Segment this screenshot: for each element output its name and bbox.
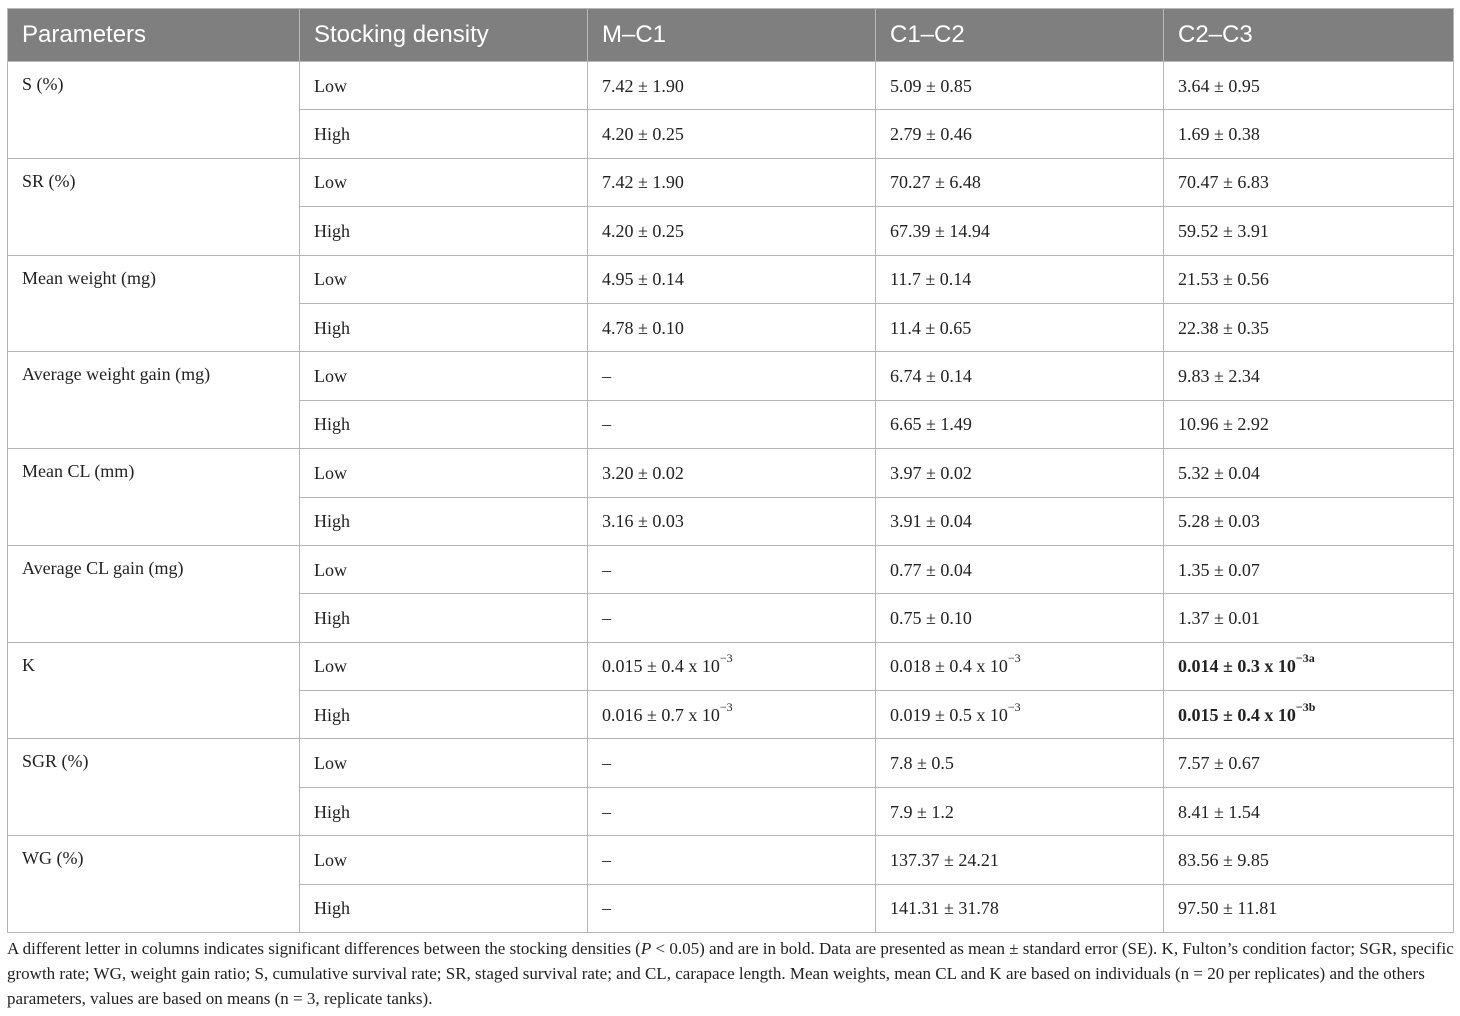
value-text: 11.7 ± 0.14 bbox=[890, 269, 972, 290]
density-cell: Low bbox=[300, 255, 588, 303]
header-c2-c3: C2–C3 bbox=[1164, 9, 1454, 62]
value-cell bbox=[1164, 642, 1454, 690]
value-cell bbox=[588, 110, 876, 158]
table-row bbox=[8, 352, 1454, 400]
value-cell bbox=[876, 642, 1164, 690]
table-row bbox=[8, 449, 1454, 497]
density-cell: Low bbox=[300, 545, 588, 593]
value-cell bbox=[1164, 352, 1454, 400]
density-cell: Low bbox=[300, 352, 588, 400]
value-text: 137.37 ± 24.21 bbox=[890, 849, 999, 870]
value-text: 6.65 ± 1.49 bbox=[890, 414, 972, 435]
value-cell bbox=[588, 255, 876, 303]
value-cell bbox=[1164, 836, 1454, 884]
value-cell bbox=[588, 836, 876, 884]
parameter-cell: Mean CL (mm) bbox=[8, 449, 300, 546]
value-cell bbox=[876, 158, 1164, 206]
value-text: 0.015 ± 0.4 x 10 bbox=[602, 656, 720, 677]
value-cell bbox=[1164, 303, 1454, 351]
value-text: – bbox=[602, 607, 611, 628]
value-text: 0.75 ± 0.10 bbox=[890, 607, 972, 628]
value-cell bbox=[588, 884, 876, 932]
value-text: 7.42 ± 1.90 bbox=[602, 75, 684, 96]
value-exponent: −3 bbox=[1007, 651, 1021, 666]
value-text: 0.015 ± 0.4 x 10 bbox=[1178, 704, 1296, 725]
value-text: 0.018 ± 0.4 x 10 bbox=[890, 656, 1008, 677]
density-cell: High bbox=[300, 884, 588, 932]
value-cell bbox=[876, 884, 1164, 932]
table-row bbox=[8, 642, 1454, 690]
table-row bbox=[8, 836, 1454, 884]
value-cell bbox=[1164, 62, 1454, 110]
value-exponent: −3 bbox=[719, 651, 733, 666]
value-text: 3.16 ± 0.03 bbox=[602, 511, 684, 532]
table-footnote bbox=[7, 936, 1457, 1011]
value-cell bbox=[876, 62, 1164, 110]
value-text: 67.39 ± 14.94 bbox=[890, 220, 990, 241]
value-text: 5.28 ± 0.03 bbox=[1178, 511, 1260, 532]
value-cell bbox=[588, 352, 876, 400]
value-cell bbox=[588, 691, 876, 739]
value-cell bbox=[588, 787, 876, 835]
value-cell bbox=[1164, 497, 1454, 545]
value-text: 4.20 ± 0.25 bbox=[602, 220, 684, 241]
value-cell bbox=[876, 303, 1164, 351]
value-cell bbox=[1164, 884, 1454, 932]
value-text: 0.77 ± 0.04 bbox=[890, 559, 972, 580]
density-cell: Low bbox=[300, 739, 588, 787]
value-text: 3.91 ± 0.04 bbox=[890, 511, 972, 532]
value-cell bbox=[1164, 207, 1454, 255]
value-cell bbox=[588, 62, 876, 110]
value-cell bbox=[588, 594, 876, 642]
value-exponent: −3 bbox=[719, 699, 733, 714]
header-row bbox=[8, 9, 1454, 62]
value-text: 97.50 ± 11.81 bbox=[1178, 898, 1278, 919]
value-cell bbox=[588, 400, 876, 448]
value-text: 70.47 ± 6.83 bbox=[1178, 172, 1269, 193]
value-cell bbox=[876, 787, 1164, 835]
value-text: 5.09 ± 0.85 bbox=[890, 75, 972, 96]
value-text: 3.20 ± 0.02 bbox=[602, 462, 684, 483]
value-cell bbox=[588, 497, 876, 545]
density-cell: High bbox=[300, 787, 588, 835]
footnote-text-start: A different letter in columns indicates significant differences between the stocking densities ( bbox=[7, 939, 641, 958]
density-cell: High bbox=[300, 110, 588, 158]
value-text: 0.019 ± 0.5 x 10 bbox=[890, 704, 1008, 725]
value-text: 9.83 ± 2.34 bbox=[1178, 366, 1260, 387]
value-cell bbox=[876, 255, 1164, 303]
value-cell bbox=[588, 449, 876, 497]
value-exponent: −3 bbox=[1007, 699, 1021, 714]
table-row bbox=[8, 739, 1454, 787]
value-text: 21.53 ± 0.56 bbox=[1178, 269, 1269, 290]
value-text: 7.8 ± 0.5 bbox=[890, 753, 954, 774]
parameter-cell: Average weight gain (mg) bbox=[8, 352, 300, 449]
value-text: 7.9 ± 1.2 bbox=[890, 801, 954, 822]
value-cell bbox=[1164, 449, 1454, 497]
value-text: 3.64 ± 0.95 bbox=[1178, 75, 1260, 96]
value-text: 7.42 ± 1.90 bbox=[602, 172, 684, 193]
header-stocking-density: Stocking density bbox=[300, 9, 588, 62]
value-exponent: −3a bbox=[1295, 651, 1315, 666]
value-cell bbox=[876, 207, 1164, 255]
value-text: 4.20 ± 0.25 bbox=[602, 124, 684, 145]
value-cell bbox=[876, 836, 1164, 884]
value-text: 7.57 ± 0.67 bbox=[1178, 753, 1260, 774]
value-text: – bbox=[602, 559, 611, 580]
value-text: – bbox=[602, 898, 611, 919]
header-c1-c2: C1–C2 bbox=[876, 9, 1164, 62]
value-cell bbox=[876, 739, 1164, 787]
value-cell bbox=[588, 545, 876, 593]
value-text: – bbox=[602, 366, 611, 387]
value-text: 0.016 ± 0.7 x 10 bbox=[602, 704, 720, 725]
value-exponent: −3b bbox=[1295, 699, 1316, 714]
value-cell bbox=[876, 594, 1164, 642]
parameter-cell: Average CL gain (mg) bbox=[8, 545, 300, 642]
value-cell bbox=[876, 400, 1164, 448]
density-cell: High bbox=[300, 207, 588, 255]
value-text: 1.37 ± 0.01 bbox=[1178, 607, 1260, 628]
value-cell bbox=[1164, 400, 1454, 448]
header-m-c1: M–C1 bbox=[588, 9, 876, 62]
value-cell bbox=[588, 303, 876, 351]
table-container bbox=[7, 8, 1453, 933]
density-cell: High bbox=[300, 497, 588, 545]
value-cell bbox=[876, 110, 1164, 158]
value-cell bbox=[1164, 787, 1454, 835]
parameter-cell: Mean weight (mg) bbox=[8, 255, 300, 352]
parameter-cell: SR (%) bbox=[8, 158, 300, 255]
value-text: 0.014 ± 0.3 x 10 bbox=[1178, 656, 1296, 677]
value-text: 6.74 ± 0.14 bbox=[890, 366, 972, 387]
footnote-text-end: < 0.05) and are in bold. Data are presented as mean ± standard error (SE). K, Fulton’s condition factor; SGR, specific growth rate; WG, weight gain ratio; S, cumulative survival rate; SR, staged survival rate; and CL, carapace length. Mean weights, mean CL and K are based on individuals (n = 20 per replicates) and the others parameters, values are based on means (n = 3, replicate tanks). bbox=[7, 939, 1454, 1008]
value-cell bbox=[876, 449, 1164, 497]
value-text: 4.95 ± 0.14 bbox=[602, 269, 684, 290]
value-text: – bbox=[602, 414, 611, 435]
value-text: – bbox=[602, 849, 611, 870]
value-text: 2.79 ± 0.46 bbox=[890, 124, 972, 145]
value-text: 59.52 ± 3.91 bbox=[1178, 220, 1269, 241]
value-text: 10.96 ± 2.92 bbox=[1178, 414, 1269, 435]
value-text: 70.27 ± 6.48 bbox=[890, 172, 981, 193]
footnote-p-symbol: P bbox=[640, 939, 652, 958]
table-row bbox=[8, 62, 1454, 110]
value-text: – bbox=[602, 801, 611, 822]
value-cell bbox=[876, 497, 1164, 545]
value-text: 5.32 ± 0.04 bbox=[1178, 462, 1260, 483]
density-cell: High bbox=[300, 594, 588, 642]
parameter-cell: S (%) bbox=[8, 62, 300, 159]
density-cell: High bbox=[300, 303, 588, 351]
value-cell bbox=[876, 545, 1164, 593]
value-text: 141.31 ± 31.78 bbox=[890, 898, 999, 919]
table-row bbox=[8, 158, 1454, 206]
value-cell bbox=[588, 739, 876, 787]
value-cell bbox=[1164, 594, 1454, 642]
density-cell: High bbox=[300, 400, 588, 448]
value-text: 1.35 ± 0.07 bbox=[1178, 559, 1260, 580]
results-table bbox=[7, 8, 1454, 933]
parameter-cell: SGR (%) bbox=[8, 739, 300, 836]
value-cell bbox=[876, 352, 1164, 400]
table-body bbox=[8, 62, 1454, 933]
value-text: 1.69 ± 0.38 bbox=[1178, 124, 1260, 145]
value-text: – bbox=[602, 753, 611, 774]
table-row bbox=[8, 545, 1454, 593]
value-cell bbox=[1164, 255, 1454, 303]
header-parameters: Parameters bbox=[8, 9, 300, 62]
value-cell bbox=[1164, 545, 1454, 593]
parameter-cell: WG (%) bbox=[8, 836, 300, 933]
density-cell: High bbox=[300, 691, 588, 739]
density-cell: Low bbox=[300, 449, 588, 497]
value-text: 3.97 ± 0.02 bbox=[890, 462, 972, 483]
parameter-cell: K bbox=[8, 642, 300, 739]
density-cell: Low bbox=[300, 158, 588, 206]
value-cell bbox=[1164, 739, 1454, 787]
table-row bbox=[8, 255, 1454, 303]
density-cell: Low bbox=[300, 836, 588, 884]
density-cell: Low bbox=[300, 62, 588, 110]
value-text: 83.56 ± 9.85 bbox=[1178, 849, 1269, 870]
value-text: 8.41 ± 1.54 bbox=[1178, 801, 1260, 822]
value-cell bbox=[1164, 158, 1454, 206]
value-cell bbox=[1164, 110, 1454, 158]
density-cell: Low bbox=[300, 642, 588, 690]
value-cell bbox=[588, 207, 876, 255]
value-text: 4.78 ± 0.10 bbox=[602, 317, 684, 338]
value-cell bbox=[1164, 691, 1454, 739]
value-cell bbox=[588, 642, 876, 690]
value-cell bbox=[876, 691, 1164, 739]
value-text: 22.38 ± 0.35 bbox=[1178, 317, 1269, 338]
value-text: 11.4 ± 0.65 bbox=[890, 317, 972, 338]
value-cell bbox=[588, 158, 876, 206]
